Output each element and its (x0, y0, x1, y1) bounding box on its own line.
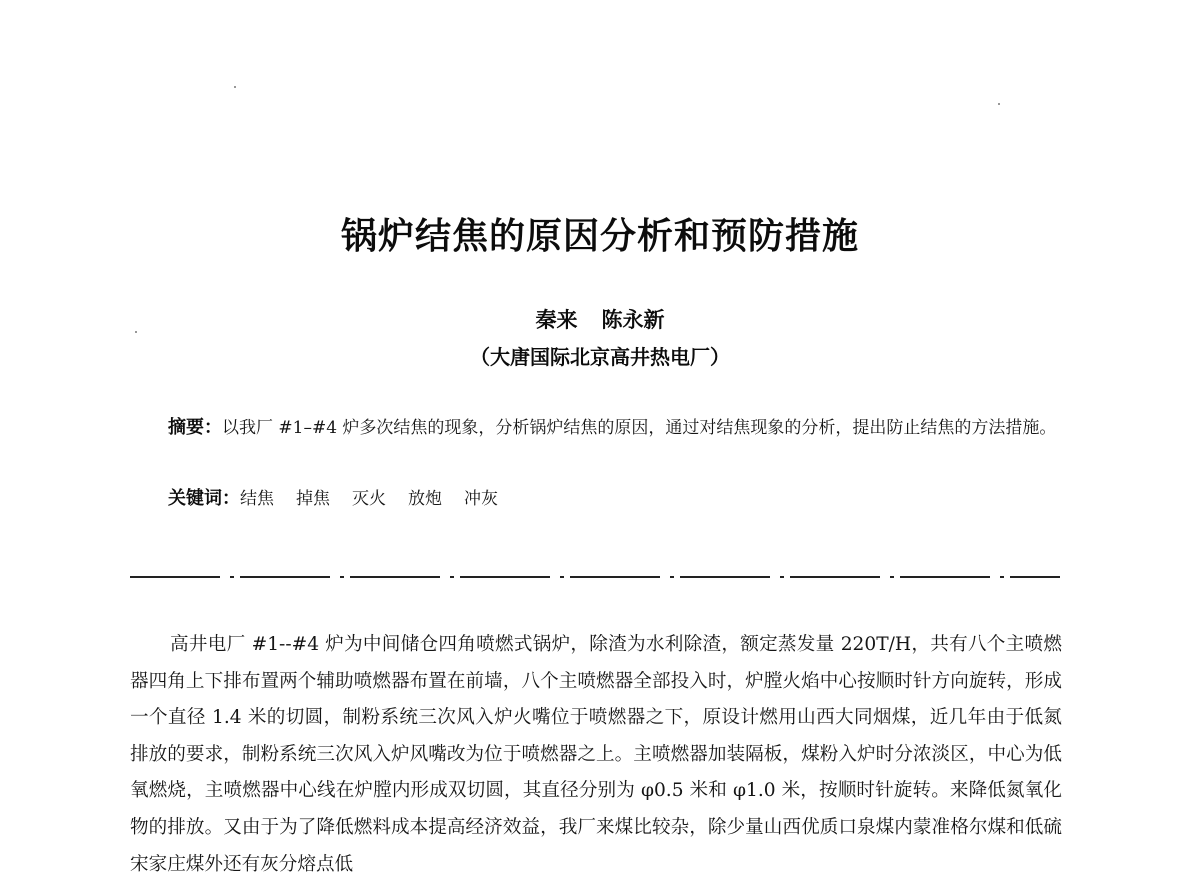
keyword: 结焦 (240, 489, 274, 509)
keywords-label: 关键词： (168, 488, 240, 509)
paper-title: 锅炉结焦的原因分析和预防措施 (340, 216, 859, 257)
scan-speck (998, 103, 1000, 105)
abstract-label: 摘要： (168, 417, 222, 438)
abstract (130, 410, 1060, 446)
keyword: 冲灰 (464, 489, 498, 509)
keyword: 放炮 (408, 489, 442, 509)
abstract-text: 以我厂 #1–#4 炉多次结焦的现象，分析锅炉结焦的原因，通过对结焦现象的分析，提出防止结焦的方法措施。 (222, 418, 1057, 438)
body-paragraph: 高井电厂 #1--#4 炉为中间储仓四角喷燃式锅炉，除渣为水利除渣，额定蒸发量 220T/H，共有八个主喷燃器四角上下排布置两个辅助喷燃器布置在前墙，八个主喷燃器全部投入时，炉膛火焰中心按顺时针方向旋转，形成一个直径 1.4 米的切圆，制粉系统三次风入炉火嘴位于喷燃器之下，原设计燃用山西大同烟煤，近几年由于低氮排放的要求，制粉系统三次风入炉风嘴改为位于喷燃器之上。主喷燃器加装隔板，煤粉入炉时分浓淡区，中心为低氧燃烧，主喷燃器中心线在炉膛内形成双切圆，其直径分别为 φ0.5 米和 φ1.0 米，按顺时针旋转。来降低氮氧化物的排放。又由于为了降低燃料成本提高经济效益，我厂来煤比较杂，除少量山西优质口泉煤内蒙准格尔煤和低硫宋家庄煤外还有灰分熔点低 (130, 634, 1062, 875)
keyword: 灭火 (352, 489, 386, 509)
section-divider (130, 576, 1060, 578)
keyword: 掉焦 (296, 489, 330, 509)
author-name: 秦来 (535, 308, 578, 332)
keywords (168, 484, 520, 510)
author-list (0, 304, 1200, 334)
author-name: 陈永新 (601, 308, 665, 332)
author-affiliation: （大唐国际北京高井热电厂） (470, 345, 730, 369)
scan-speck (234, 86, 236, 88)
